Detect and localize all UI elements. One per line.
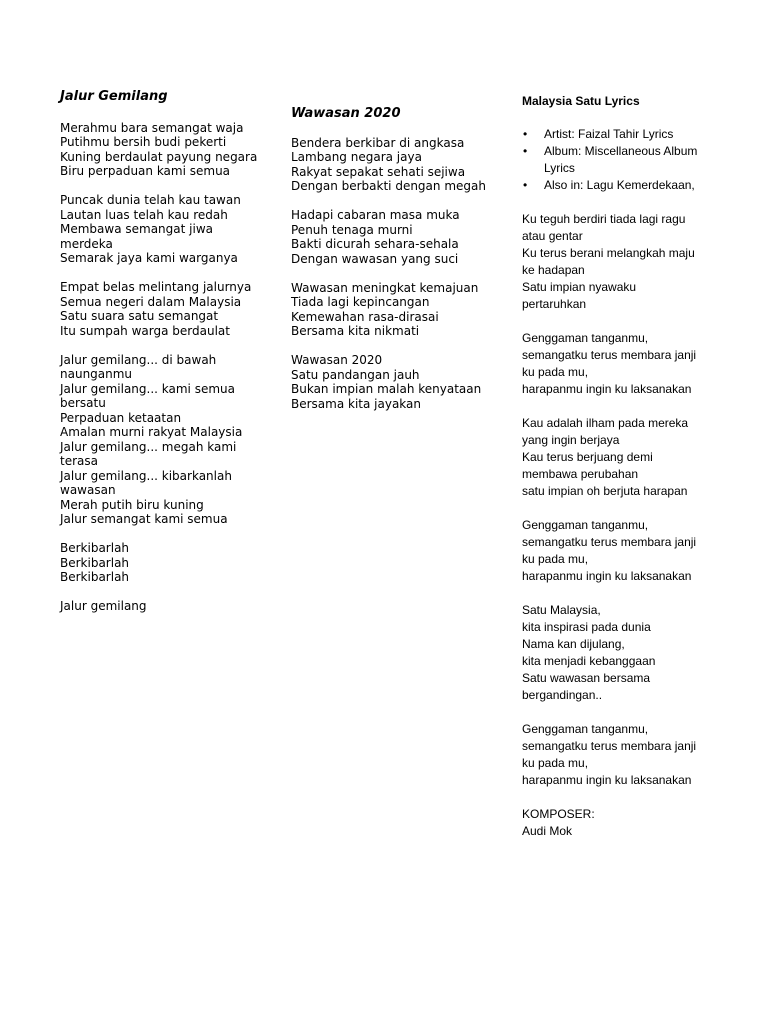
stanza: [60, 599, 260, 614]
lyric-line: Perpaduan ketaatan: [60, 410, 182, 425]
lyric-line: Nama kan dijulang,: [522, 637, 625, 651]
lyric-line: semangatku terus membara janji: [522, 348, 697, 362]
stanza: [522, 806, 722, 840]
lyric-line: Bakti dicurah sehara-sehala: [291, 237, 459, 251]
lyric-line: Lambang negara jaya: [291, 150, 422, 164]
lyric-line: atau gentar: [522, 229, 583, 243]
lyric-line: membawa perubahan: [522, 467, 639, 481]
stanza: [291, 136, 491, 194]
lyric-line: Ku terus berani melangkah maju: [522, 246, 695, 260]
stanza: [522, 330, 722, 398]
lyric-line: Bendera berkibar di angkasa: [291, 135, 465, 150]
lyric-line: Jalur gemilang... di bawah: [60, 352, 217, 367]
lyric-line: ku pada mu,: [522, 756, 589, 770]
song-info-item: [522, 126, 722, 143]
lyric-line: Ku teguh berdiri tiada lagi ragu: [522, 212, 686, 226]
lyric-line: harapanmu ingin ku laksanakan: [522, 569, 692, 583]
stanza: [522, 415, 722, 500]
lyric-line: Satu suara satu semangat: [60, 309, 219, 323]
lyric-line: Puncak dunia telah kau tawan: [60, 193, 241, 207]
lyric-line: Dengan berbakti dengan megah: [291, 179, 486, 193]
lyric-line: Bukan impian malah kenyataan: [291, 382, 482, 396]
lyric-line: bergandingan..: [522, 688, 603, 702]
stanza: [291, 208, 491, 266]
lyric-line: Putihmu bersih budi pekerti: [60, 135, 227, 149]
stanza: [60, 280, 260, 338]
lyric-line: Wawasan 2020: [291, 353, 383, 367]
lyric-line: Jalur gemilang... kibarkanlah: [60, 468, 232, 483]
lyric-line: kita inspirasi pada dunia: [522, 620, 651, 634]
malaysia-satu-lyrics-column: [522, 93, 722, 857]
lyric-line: Jalur gemilang: [60, 599, 147, 613]
lyric-line: Wawasan meningkat kemajuan: [291, 280, 479, 295]
lyric-line: Kemewahan rasa-dirasai: [291, 309, 439, 324]
lyric-line: Berkibarlah: [60, 541, 130, 555]
lyric-line: semangatku terus membara janji: [522, 739, 697, 753]
lyric-line: KOMPOSER:: [522, 807, 595, 821]
song-info-text: Album: Miscellaneous Album: [544, 144, 698, 158]
song-info-list: [522, 126, 722, 194]
lyric-line: Hadapi cabaran masa muka: [291, 208, 460, 222]
song-info-text: Also in: Lagu Kemerdekaan,: [544, 178, 695, 192]
lyric-line: Audi Mok: [522, 824, 573, 838]
lyric-line: Dengan wawasan yang suci: [291, 251, 459, 266]
lyric-line: satu impian oh berjuta harapan: [522, 484, 688, 498]
lyric-line: Genggaman tanganmu,: [522, 518, 649, 532]
stanza-list: [522, 211, 722, 840]
lyric-line: Berkibarlah: [60, 555, 130, 570]
lyric-line: pertaruhkan: [522, 297, 587, 311]
stanza: [522, 211, 722, 313]
bullet-icon: •: [523, 178, 528, 192]
bullet-icon: •: [523, 144, 528, 158]
lyric-line: ku pada mu,: [522, 365, 589, 379]
jalur-gemilang-lyrics-column: [60, 90, 260, 628]
lyric-line: naunganmu: [60, 367, 133, 381]
lyric-line: Satu Malaysia,: [522, 603, 601, 617]
lyric-line: Kuning berdaulat payung negara: [60, 149, 258, 164]
lyric-line: yang ingin berjaya: [522, 433, 620, 447]
lyric-line: Empat belas melintang jalurnya: [60, 280, 252, 294]
lyric-line: Bersama kita jayakan: [291, 396, 422, 411]
stanza: [522, 602, 722, 704]
stanza: [522, 517, 722, 585]
lyric-line: Genggaman tanganmu,: [522, 722, 649, 736]
bullet-icon: •: [523, 127, 528, 141]
lyric-line: kita menjadi kebanggaan: [522, 654, 656, 668]
lyric-line: Penuh tenaga murni: [291, 222, 413, 237]
stanza: [291, 281, 491, 339]
lyric-line: Itu sumpah warga berdaulat: [60, 323, 230, 338]
lyric-line: wawasan: [60, 483, 116, 497]
lyric-line: Satu impian nyawaku: [522, 280, 637, 294]
lyric-line: Membawa semangat jiwa: [60, 222, 213, 236]
stanza: [60, 193, 260, 266]
song-info-text: Lyrics: [544, 161, 575, 175]
stanza: [291, 353, 491, 411]
lyric-line: Kau adalah ilham pada mereka: [522, 416, 689, 430]
wawasan-2020-lyrics-column: [291, 107, 491, 426]
lyric-line: harapanmu ingin ku laksanakan: [522, 773, 692, 787]
lyric-line: Berkibarlah: [60, 570, 130, 584]
stanza: [60, 541, 260, 585]
song-info-text: Artist: Faizal Tahir Lyrics: [544, 127, 674, 141]
lyric-line: terasa: [60, 454, 98, 468]
lyric-line: Semua negeri dalam Malaysia: [60, 294, 242, 309]
lyric-line: merdeka: [60, 236, 113, 251]
lyric-line: harapanmu ingin ku laksanakan: [522, 382, 692, 396]
lyric-line: ke hadapan: [522, 263, 585, 277]
lyric-line: Bersama kita nikmati: [291, 324, 420, 338]
lyric-line: Satu pandangan jauh: [291, 367, 420, 382]
lyric-line: bersatu: [60, 396, 106, 410]
song-title: Jalur Gemilang: [60, 89, 168, 104]
lyric-line: semangatku terus membara janji: [522, 535, 697, 549]
lyric-line: Tiada lagi kepincangan: [291, 295, 430, 309]
song-info-item: [522, 177, 722, 194]
lyric-line: ku pada mu,: [522, 552, 589, 566]
lyric-line: Merah putih biru kuning: [60, 497, 204, 512]
lyric-line: Satu wawasan bersama: [522, 671, 651, 685]
lyric-line: Jalur gemilang... kami semua: [60, 381, 235, 396]
lyric-line: Kau terus berjuang demi: [522, 450, 653, 464]
stanza: [60, 121, 260, 179]
song-title: Malaysia Satu Lyrics: [522, 94, 640, 108]
song-title: Wawasan 2020: [291, 106, 401, 121]
song-info-item: [522, 143, 722, 177]
stanza: [522, 721, 722, 789]
lyric-line: Lautan luas telah kau redah: [60, 207, 228, 222]
lyric-line: Amalan murni rakyat Malaysia: [60, 425, 243, 439]
lyric-line: Jalur gemilang... megah kami: [60, 439, 237, 454]
lyric-line: Jalur semangat kami semua: [60, 512, 228, 526]
stanza-list: [291, 136, 491, 412]
lyric-line: Genggaman tanganmu,: [522, 331, 649, 345]
lyric-line: Rakyat sepakat sehati sejiwa: [291, 164, 466, 179]
lyric-line: Semarak jaya kami warganya: [60, 251, 238, 265]
stanza-list: [60, 121, 260, 614]
lyric-line: Biru perpaduan kami semua: [60, 164, 231, 178]
stanza: [60, 353, 260, 527]
lyric-line: Merahmu bara semangat waja: [60, 120, 244, 135]
